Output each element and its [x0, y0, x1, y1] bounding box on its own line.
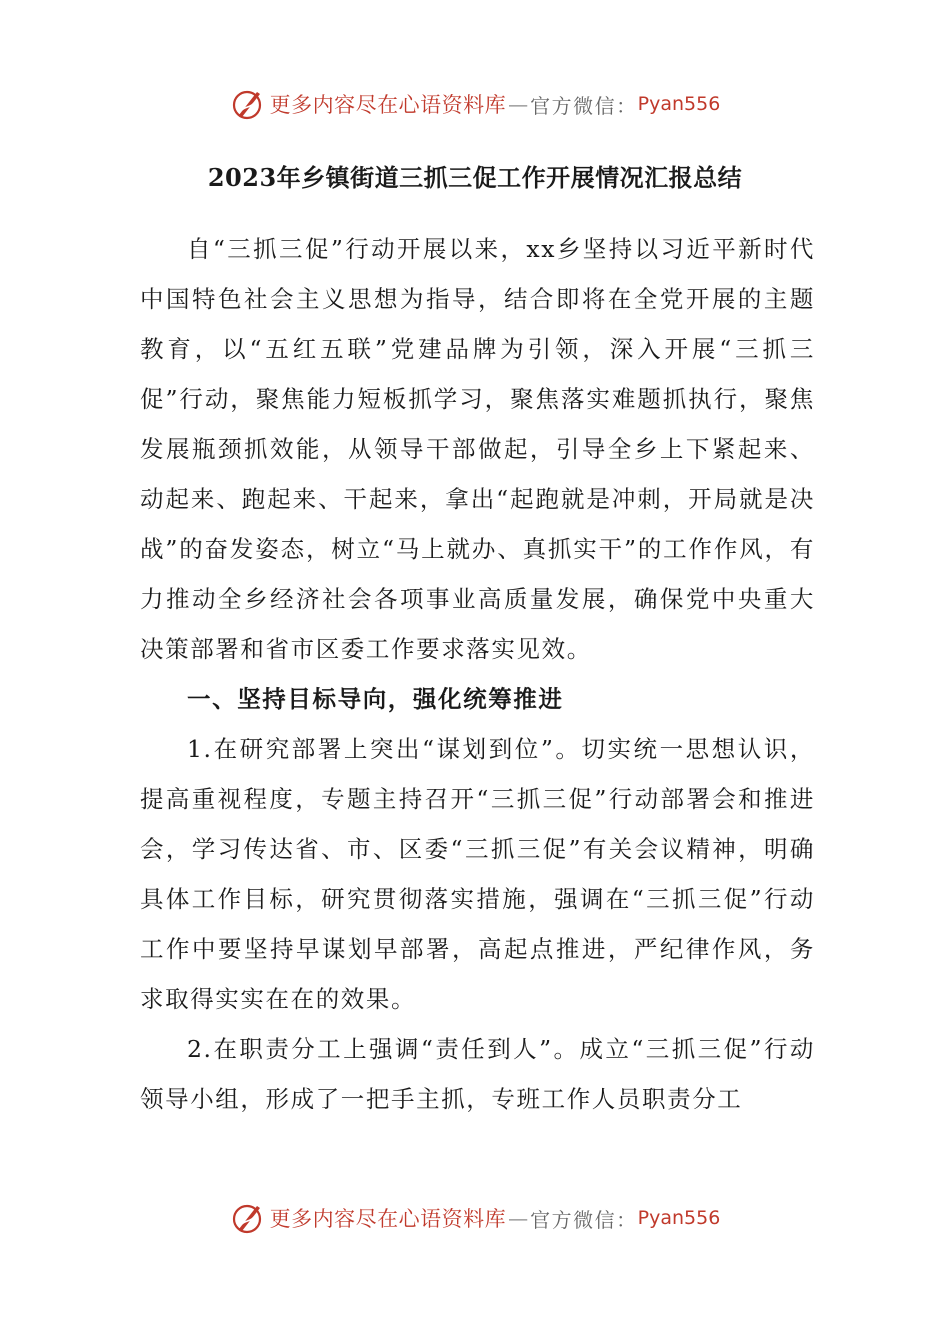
pen-circle-logo-icon: [230, 1200, 266, 1236]
document-body: [140, 224, 815, 1124]
item-paragraph-1: 1.在研究部署上突出“谋划到位”。切实统一思想认识，提高重视程度，专题主持召开“三抓三促”行动部署会和推进会，学习传达省、市、区委“三抓三促”有关会议精神，明确具体工作目标，研究贯彻落实措施，强调在“三抓三促”行动工作中要坚持早谋划早部署，高起点推进，严纪律作风，务求取得实实在在的效果。: [140, 735, 815, 1013]
item-paragraph-2: 2.在职责分工上强调“责任到人”。成立“三抓三促”行动领导小组，形成了一把手主抓，专班工作人员职责分工: [140, 1035, 815, 1113]
banner-left-text: 更多内容尽在心语资料库: [269, 1207, 507, 1231]
banner-dash: —: [508, 1206, 529, 1230]
document-title: 2023年乡镇街道三抓三促工作开展情况汇报总结: [207, 163, 743, 192]
banner-right-text: 官方微信：: [530, 93, 638, 118]
footer-banner: [0, 1198, 950, 1238]
pen-circle-logo-icon: [230, 86, 266, 122]
banner-right-text: 官方微信：: [530, 1207, 638, 1232]
section-heading-1: 一、坚持目标导向，强化统筹推进: [187, 685, 564, 713]
header-banner: [0, 84, 950, 124]
banner-wechat-id: Pyan556: [637, 93, 721, 115]
banner-left-text: 更多内容尽在心语资料库: [269, 93, 507, 117]
banner-wechat-id: Pyan556: [637, 1207, 721, 1229]
intro-paragraph: 自“三抓三促”行动开展以来，xx乡坚持以习近平新时代中国特色社会主义思想为指导，结合即将在全党开展的主题教育，以“五红五联”党建品牌为引领，深入开展“三抓三促”行动，聚焦能力短板抓学习，聚焦落实难题抓执行，聚焦发展瓶颈抓效能，从领导干部做起，引导全乡上下紧起来、动起来、跑起来、干起来，拿出“起跑就是冲刺，开局就是决战”的奋发姿态，树立“马上就办、真抓实干”的工作作风，有力推动全乡经济社会各项事业高质量发展，确保党中央重大决策部署和省市区委工作要求落实见效。: [140, 235, 815, 663]
banner-dash: —: [508, 92, 529, 116]
